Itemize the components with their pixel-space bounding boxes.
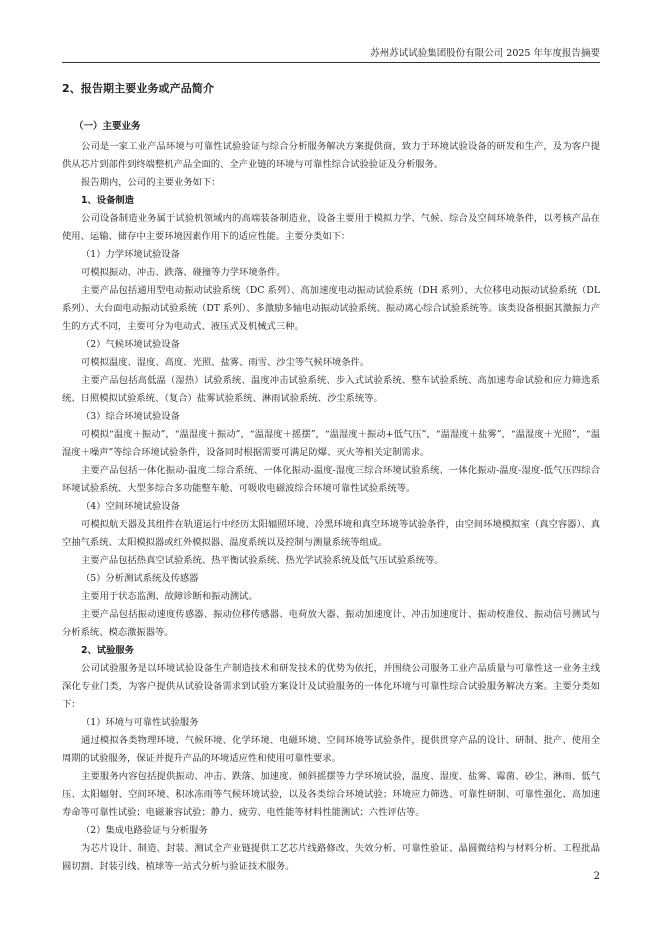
- paragraph: 公司是一家工业产品环境与可靠性试验验证与综合分析服务解决方案提供商，致力于环境试验设备的研发和生产，及为客户提供从芯片到部件到终端整机产品全面的、全产业链的环境与可靠性综合试验验证及分析服务。: [62, 141, 600, 170]
- paragraph: 主要产品包括一体化振动-温度二综合系统、一体化振动-温度-湿度三综合环境试验系统、一体化振动-温度-湿度-低气压四综合环境试验系统、大型多综合多功能整车舱、可吸收电磁波综合环境可靠性试验系统等。: [62, 465, 600, 494]
- paragraph: 主要产品包括通用型电动振动试验系统（DC 系列）、高加速度电动振动试验系统（DH 系列）、大位移电动振动试验系统（DL 系列）、大台面电动振动试验系统（DT 系列）、多激励多轴电动振动试验系统、振动离心综合试验系统等。该类设备根据其激振力产生的方式不同，主要可分为电动式、液压式及机械式三种。: [62, 285, 600, 332]
- paragraph: 主要产品包括振动速度传感器、振动位移传感器、电荷放大器、振动加速度计、冲击加速度计、振动校准仪、振动信号测试与分析系统、模态激振器等。: [62, 609, 600, 638]
- paragraph: 公司设备制造业务属于试验机领域内的高端装备制造业，设备主要用于模拟力学、气候、综合及空间环境条件，以考核产品在使用、运输、储存中主要环境因素作用下的适应性能。主要分类如下：: [62, 213, 600, 242]
- paragraph: （5）分析测试系统及传感器: [81, 573, 199, 584]
- paragraph: 主要产品包括高低温（湿热）试验系统、温度冲击试验系统、步入式试验系统、整车试验系统、高加速寿命试验和应力筛选系统、日照模拟试验系统、（复合）盐雾试验系统、淋雨试验系统、沙尘系统等。: [62, 375, 600, 404]
- paragraph: 报告期内，公司的主要业务如下：: [81, 177, 221, 188]
- paragraph: （2）集成电路验证与分析服务: [81, 825, 208, 836]
- paragraph: 通过模拟各类物理环境、气候环境、化学环境、电磁环境、空间环境等试验条件，提供贯穿产品的设计、研制、批产、使用全周期的试验服务，保证并提升产品的环境适应性和使用可靠性要求。: [62, 735, 600, 764]
- paragraph-heading: 1、设备制造: [81, 195, 134, 206]
- header-title: 苏州苏试试验集团股份有限公司 2025 年年度报告摘要: [370, 48, 600, 59]
- document-body: [62, 80, 600, 876]
- paragraph: （4）空间环境试验设备: [81, 501, 180, 512]
- paragraph: （1）环境与可靠性试验服务: [81, 717, 199, 728]
- paragraph: 公司试验服务是以环境试验设备生产制造技术和研发技术的优势为依托，并围绕公司服务工业产品质量与可靠性这一业务主线深化专业门类，为客户提供从试验设备需求到试验方案设计及试验服务的一体化环境与可靠性综合试验服务解决方案。主要分类如下：: [62, 663, 600, 710]
- paragraph: （3）综合环境试验设备: [81, 411, 180, 422]
- paragraph: （1）力学环境试验设备: [81, 249, 180, 260]
- paragraph: 主要产品包括热真空试验系统、热平衡试验系统、热光学试验系统及低气压试验系统等。: [81, 555, 444, 566]
- paragraph: （2）气候环境试验设备: [81, 339, 180, 350]
- paragraph: 主要用于状态监测、故障诊断和振动测试。: [81, 591, 258, 602]
- paragraph: 可模拟航天器及其组件在轨道运行中经历太阳辐照环境、冷黑环境和真空环境等试验条件，由空间环境模拟室（真空容器）、真空抽气系统、太阳模拟器或红外模拟器、温度系统以及控制与测量系统等组成。: [62, 519, 600, 548]
- section-title: 2、报告期主要业务或产品简介: [62, 82, 215, 95]
- paragraph-heading: 2、试验服务: [81, 645, 134, 656]
- page-header: [62, 45, 600, 63]
- subsection-title: （一）主要业务: [74, 121, 141, 132]
- paragraph: 可模拟“温度＋振动”，“温湿度＋振动”，“温湿度＋摇摆”，“温湿度＋振动+低气压”，“温湿度＋盐雾”，“温湿度＋光照”，“温湿度＋噪声”等综合环境试验条件，设备同时根据需要可满足防爆、灭火等相关定制需求。: [62, 429, 600, 458]
- paragraph-list: [62, 138, 600, 876]
- paragraph: 可模拟温度、湿度、高度、光照、盐雾、雨雪、沙尘等气候环境条件。: [81, 357, 370, 368]
- page-number: 2: [593, 871, 600, 882]
- paragraph: 可模拟振动、冲击、跌落、碰撞等力学环境条件。: [81, 267, 286, 278]
- paragraph: 为芯片设计、制造、封装、测试全产业链提供工艺芯片线路修改、失效分析、可靠性验证、晶圆微结构与材料分析、工程批晶圆切割、封装引线、植球等一站式分析与验证技术服务。: [62, 843, 600, 872]
- paragraph: 主要服务内容包括提供振动、冲击、跌落、加速度、倾斜摇摆等力学环境试验，温度、湿度、盐雾、霉菌、砂尘、淋雨、低气压、太阳辐射、空间环境、积冰冻雨等气候环境试验，以及各类综合环境试验；环境应力筛选、可靠性研制、可靠性强化、高加速寿命等可靠性试验；电磁兼容试验；静力、疲劳、电性能等材料性能测试；六性评估等。: [62, 771, 600, 818]
